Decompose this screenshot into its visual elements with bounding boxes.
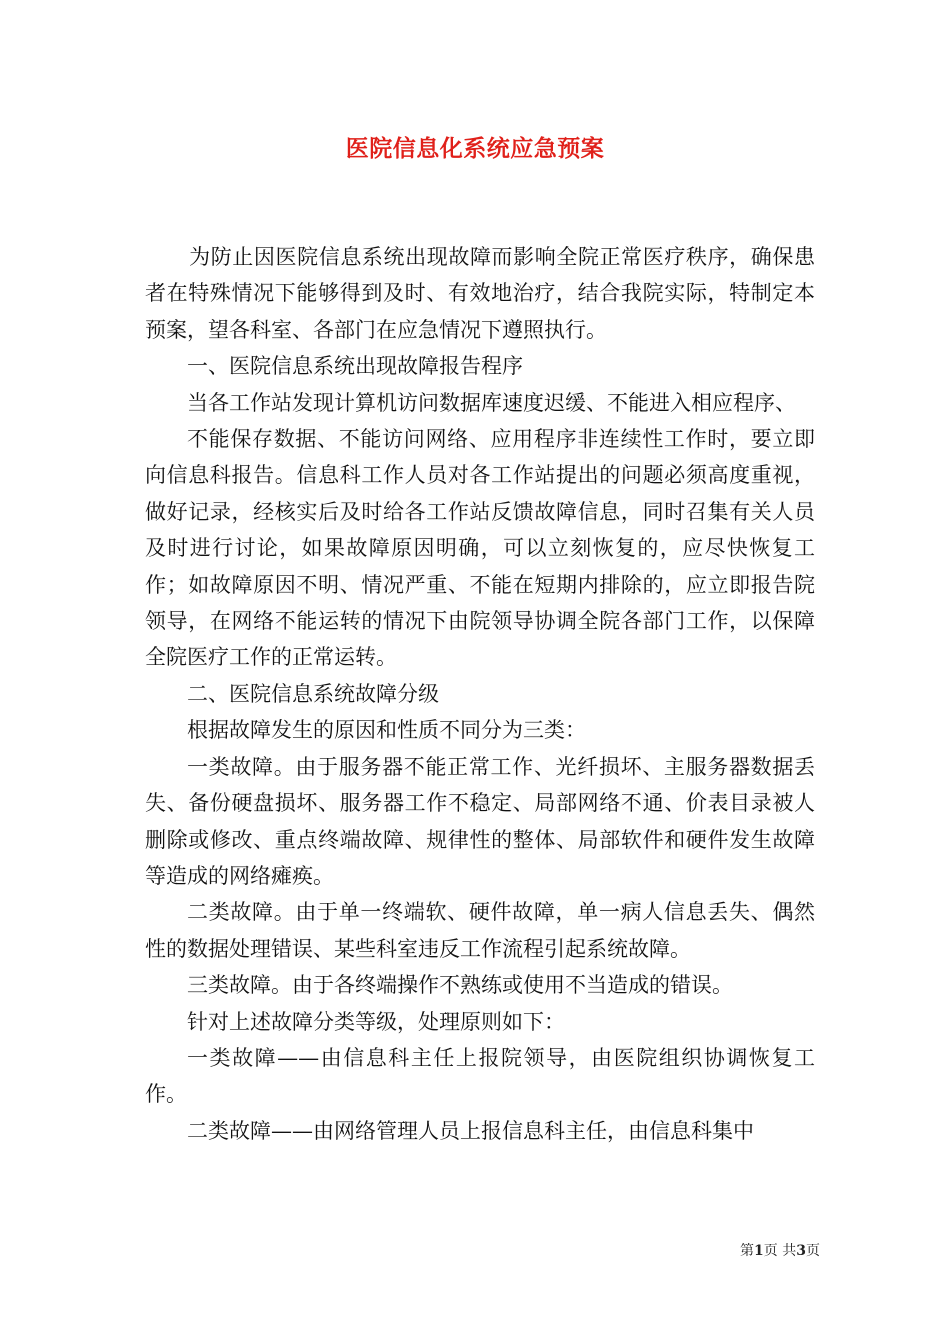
- paragraph: 不能保存数据、不能访问网络、应用程序非连续性工作时，要立即向信息科报告。信息科工作人员对各工作站提出的问题必须高度重视，做好记录，经核实后及时给各工作站反馈故障信息，同时召集有关人员及时进行讨论，如果故障原因明确，可以立刻恢复的，应尽快恢复工作；如故障原因不明、情况严重、不能在短期内排除的，应立即报告院领导，在网络不能运转的情况下由院领导协调全院各部门工作，以保障全院医疗工作的正常运转。: [145, 427, 815, 670]
- paragraph: 一类故障。由于服务器不能正常工作、光纤损坏、主服务器数据丢失、备份硬盘损坏、服务器工作不稳定、局部网络不通、价表目录被人删除或修改、重点终端故障、规律性的整体、局部软件和硬件发生故障等造成的网络瘫痪。: [145, 754, 815, 888]
- paragraph: 一类故障——由信息科主任上报院领导，由医院组织协调恢复工作。: [145, 1045, 815, 1107]
- footer-middle: 页 共: [763, 1243, 797, 1259]
- footer-suffix: 页: [806, 1243, 820, 1259]
- paragraph: 二类故障——由网络管理人员上报信息科主任，由信息科集中: [187, 1118, 754, 1143]
- section-heading-2: 二、医院信息系统故障分级: [187, 681, 439, 706]
- paragraph: 针对上述故障分类等级，处理原则如下：: [187, 1009, 565, 1034]
- paragraph: 根据故障发生的原因和性质不同分为三类：: [187, 718, 586, 743]
- footer-total-pages: 3: [796, 1243, 806, 1259]
- paragraph: 三类故障。由于各终端操作不熟练或使用不当造成的错误。: [187, 973, 733, 998]
- paragraph-intro: 为防止因医院信息系统出现故障而影响全院正常医疗秩序，确保患者在特殊情况下能够得到及时、有效地治疗，结合我院实际，特制定本预案，望各科室、各部门在应急情况下遵照执行。: [145, 245, 815, 342]
- document-body: [145, 239, 815, 1149]
- paragraph: 当各工作站发现计算机访问数据库速度迟缓、不能进入相应程序、: [187, 390, 796, 415]
- paragraph: 二类故障。由于单一终端软、硬件故障，单一病人信息丢失、偶然性的数据处理错误、某些科室违反工作流程引起系统故障。: [145, 900, 815, 961]
- section-heading-1: 一、医院信息系统出现故障报告程序: [187, 354, 523, 379]
- page-footer: [690, 1241, 820, 1261]
- document-title: 医院信息化系统应急预案: [345, 135, 605, 162]
- footer-page-number: 1: [754, 1243, 764, 1259]
- footer-prefix: 第: [740, 1243, 755, 1259]
